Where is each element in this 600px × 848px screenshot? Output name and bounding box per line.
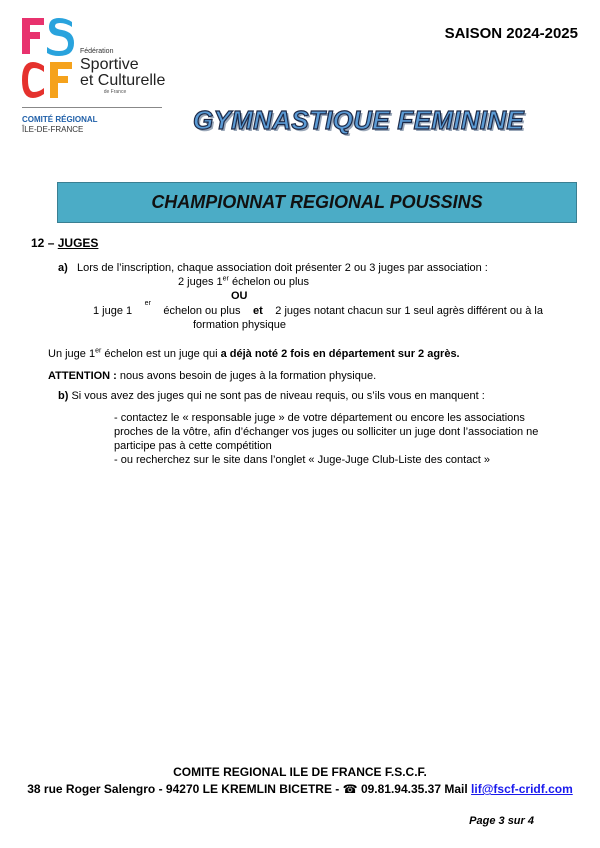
logo-divider — [22, 107, 162, 108]
item-b-text: Si vous avez des juges qui ne sont pas de niveau requis, ou s’ils vous en manquent : — [71, 390, 485, 402]
list-item: - contactez le « responsable juge » de votre département ou encore les associations — [114, 412, 525, 424]
item-a-marker: a) — [58, 262, 68, 274]
choice-2-row-2: formation physique — [193, 319, 286, 331]
p1-bold: a déjà noté 2 fois en département sur 2 agrès. — [220, 348, 460, 360]
championship-banner: CHAMPIONNAT REGIONAL POUSSINS — [57, 182, 577, 223]
attention-text: nous avons besoin de juges à la formation physique. — [116, 370, 377, 382]
item-a-text: Lors de l’inscription, chaque association doit présenter 2 ou 3 juges par association : — [76, 262, 488, 274]
page-number: Page 3 sur 4 — [469, 815, 534, 827]
choice-2-sup: er — [144, 300, 151, 307]
section-number: 12 — [31, 236, 45, 250]
list-item: - ou recherchez sur le site dans l’onglet « Juge-Juge Club-Liste des contact » — [114, 454, 491, 466]
or-label: OU — [231, 290, 248, 302]
phone-icon: ☎ — [342, 782, 358, 796]
discipline-title: GYMNASTIQUE FEMININE — [193, 105, 525, 135]
section-dash: – — [47, 236, 55, 250]
choice-2 — [93, 300, 543, 332]
choice-1 — [178, 275, 309, 289]
footer-phone: 09.81.94.35.37 — [360, 782, 442, 796]
attention-note — [48, 369, 376, 383]
attention-label: ATTENTION : — [48, 370, 117, 382]
choice-2-and: et — [253, 305, 263, 317]
item-b — [58, 389, 485, 403]
footer-mail-label: Mail — [444, 782, 468, 796]
list-item: proches de la vôtre, afin d’échanger vos juges ou solliciter un juge dont l’association ne — [114, 426, 539, 438]
list-item: participe pas à cette compétition — [114, 440, 272, 452]
fscf-logo — [22, 18, 74, 104]
committee-label — [22, 115, 98, 135]
season-label: SAISON 2024-2025 — [444, 25, 578, 42]
logo-line-2: Sportive — [80, 56, 139, 73]
logo-line-3: et Culturelle — [80, 72, 166, 89]
choice-1-pre: 2 juges 1 — [178, 276, 223, 288]
judge-definition — [48, 347, 460, 361]
choice-1-sup: er — [222, 275, 229, 283]
footer-address: 38 rue Roger Salengro - 94270 LE KREMLIN BICETRE - — [27, 782, 340, 796]
fscf-logo-mark — [22, 18, 74, 104]
p1-pre: Un juge 1 — [48, 348, 96, 360]
choice-2-mid: échelon ou plus — [163, 305, 241, 317]
section-title: JUGES — [57, 236, 99, 250]
committee-line-1: COMITÉ RÉGIONAL — [22, 115, 98, 124]
footer-org: COMITE REGIONAL ILE DE FRANCE F.S.C.F. — [173, 765, 427, 779]
item-a — [58, 261, 488, 275]
footer-contact — [0, 782, 600, 796]
choice-2-post: 2 juges notant chacun sur 1 seul agrès différent ou à la — [275, 305, 543, 317]
footer-email-link[interactable]: lif@fscf-cridf.com — [471, 782, 573, 796]
p1-sup: er — [95, 347, 102, 355]
logo-line-4: de France — [103, 89, 127, 95]
item-b-list — [114, 411, 549, 467]
choice-2-pre: 1 juge 1 — [93, 305, 133, 317]
committee-line-2: ÎLE-DE-FRANCE — [22, 125, 84, 134]
section-heading — [31, 236, 98, 250]
choice-1-post: échelon ou plus — [228, 276, 310, 288]
p1-mid: échelon est un juge qui — [101, 348, 221, 360]
logo-line-1: Fédération — [80, 48, 114, 55]
item-b-marker: b) — [58, 390, 69, 402]
logo-wordmark — [80, 48, 170, 95]
choice-2-row-1 — [93, 300, 543, 318]
